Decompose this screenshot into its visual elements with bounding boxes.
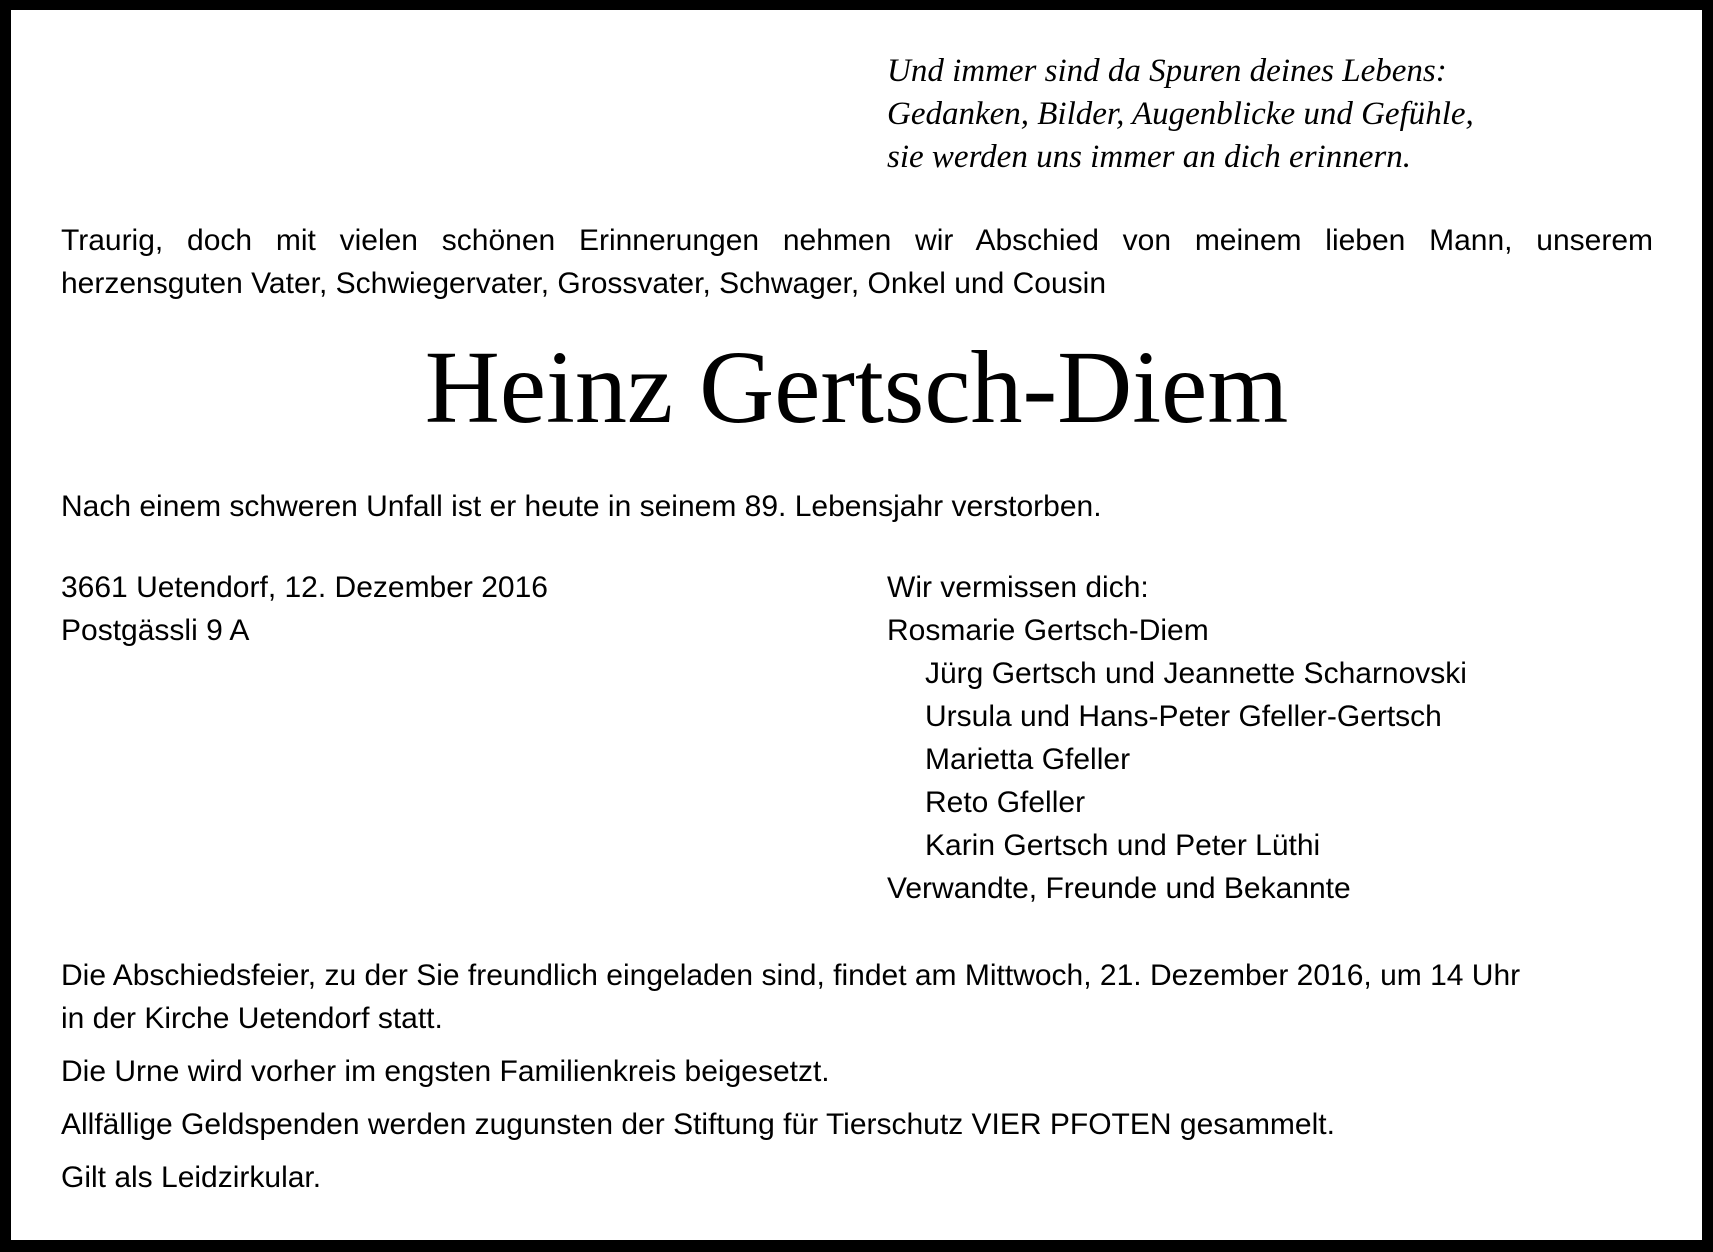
circular-line: Gilt als Leidzirkular. — [61, 1161, 322, 1194]
motto-line-2: Gedanken, Bilder, Augenblicke und Gefühle, — [887, 96, 1474, 132]
circular-paragraph — [61, 1156, 1653, 1199]
closing-section — [61, 954, 1653, 1209]
ceremony-line-1: Die Abschiedsfeier, zu der Sie freundlich eingeladen sind, findet am Mittwoch, 21. Dezember 2016, um 14 Uhr — [61, 959, 1521, 992]
mourner-spouse: Rosmarie Gertsch-Diem — [887, 614, 1209, 647]
street-address: Postgässli 9 A — [61, 614, 250, 647]
mourner-family-member: Ursula und Hans-Peter Gfeller-Gertsch — [925, 700, 1442, 733]
intro-line-1: Traurig, doch mit vielen schönen Erinnerungen nehmen wir Abschied von meinem lieben Mann, unserem — [61, 224, 1653, 257]
place-date: 3661 Uetendorf, 12. Dezember 2016 — [61, 571, 548, 604]
mourners-heading: Wir vermissen dich: — [887, 571, 1149, 604]
address-block — [61, 566, 548, 652]
mourners-others: Verwandte, Freunde und Bekannte — [887, 872, 1351, 905]
mourner-family-member: Jürg Gertsch und Jeannette Scharnovski — [925, 657, 1467, 690]
donations-line: Allfällige Geldspenden werden zugunsten der Stiftung für Tierschutz VIER PFOTEN gesammelt. — [61, 1108, 1335, 1141]
motto-quote — [887, 50, 1474, 179]
mourner-family-member: Marietta Gfeller — [925, 743, 1131, 776]
mourner-family-member: Karin Gertsch und Peter Lüthi — [925, 829, 1321, 862]
ceremony-paragraph — [61, 954, 1653, 1040]
urn-line: Die Urne wird vorher im engsten Familienkreis beigesetzt. — [61, 1055, 830, 1088]
intro-paragraph — [61, 219, 1653, 305]
deceased-name: Heinz Gertsch-Diem — [424, 330, 1289, 445]
ceremony-line-2: in der Kirche Uetendorf statt. — [61, 1002, 443, 1035]
donations-paragraph — [61, 1103, 1653, 1146]
mourners-list — [887, 566, 1467, 910]
mourner-family-member: Reto Gfeller — [925, 786, 1086, 819]
motto-line-3: sie werden uns immer an dich erinnern. — [887, 139, 1411, 175]
motto-line-1: Und immer sind da Spuren deines Lebens: — [887, 53, 1447, 89]
death-notice: Nach einem schweren Unfall ist er heute in seinem 89. Lebensjahr verstorben. — [61, 490, 1102, 523]
intro-line-2: herzensguten Vater, Schwiegervater, Grossvater, Schwager, Onkel und Cousin — [61, 267, 1107, 300]
urn-paragraph — [61, 1050, 1653, 1093]
